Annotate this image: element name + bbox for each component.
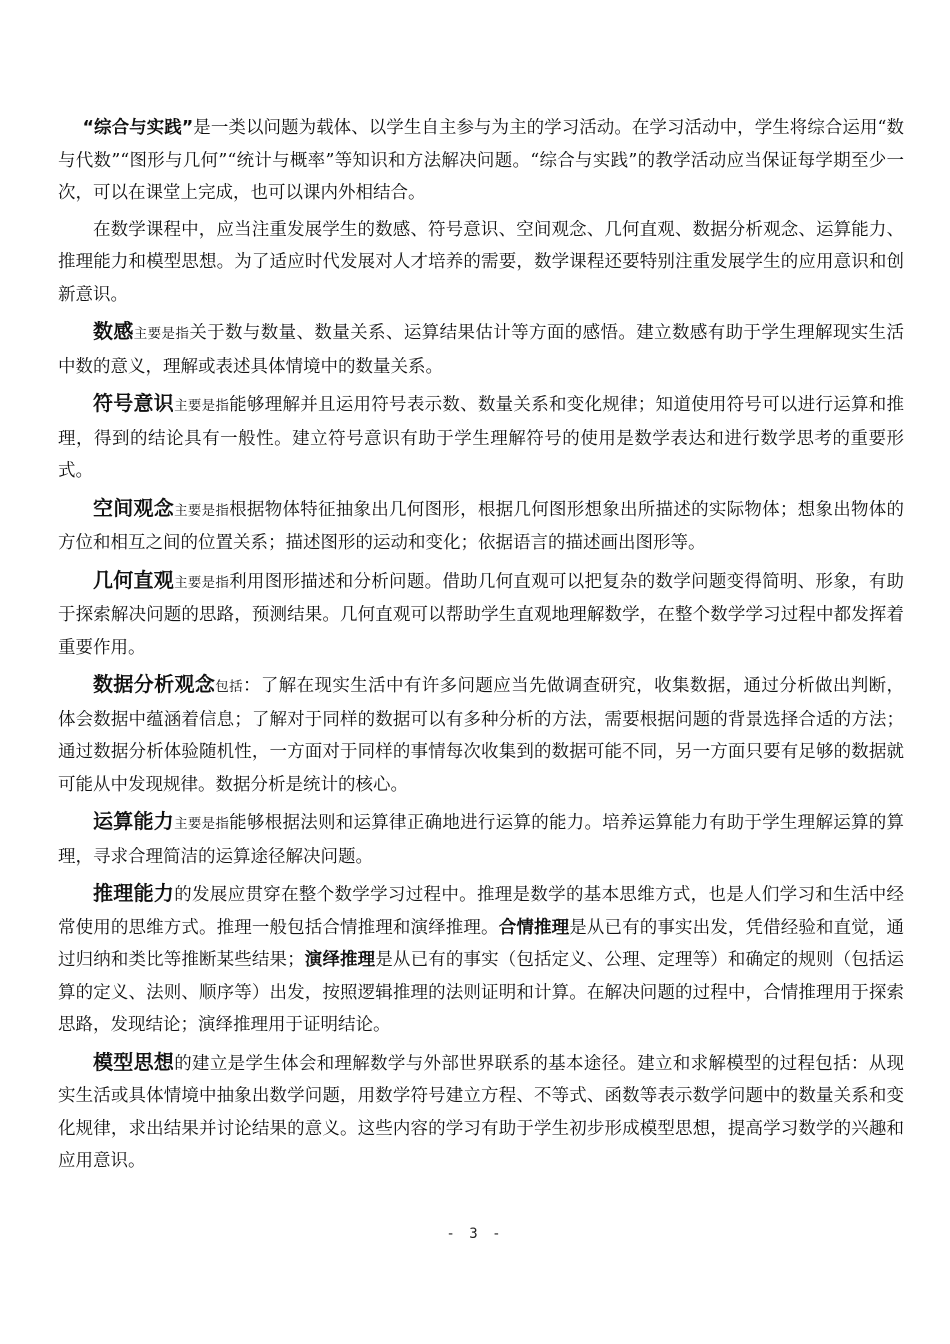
paragraph-text: 是从已有的事实（包括定义、公理、定理等）和确定的规则（包括运算的定义、法则、顺序等）出发，按照逻辑推理的法则证明和计算。在解决问题的过程中，合情推理用于探索思路，发现结论；演绎推理用于证明结论。 <box>58 950 905 1035</box>
keyword-suffix: 主要是指 <box>174 574 230 591</box>
paragraph-reasoning <box>58 877 904 1042</box>
paragraph-text: 利用图形描述和分析问题。借助几何直观可以把复杂的数学问题变得简明、形象，有助于探索解决问题的思路，预测结果。几何直观可以帮助学生直观地理解数学，在整个数学学习过程中都发挥着重要作用。 <box>58 571 905 658</box>
keyword: 推理能力 <box>93 881 175 905</box>
keyword: “综合与实践” <box>82 118 194 138</box>
keyword: 数感 <box>93 319 134 343</box>
keyword-suffix: 主要是指 <box>174 398 230 414</box>
keyword: 数据分析观念 <box>93 672 216 696</box>
paragraph-modeling <box>58 1046 904 1178</box>
keyword-suffix: 主要是指 <box>133 326 190 342</box>
paragraph-core-concepts <box>58 214 904 312</box>
keyword: 运算能力 <box>93 809 175 833</box>
keyword: 空间观念 <box>93 495 175 520</box>
keyword-plausible-reasoning: 合情推理 <box>498 917 570 938</box>
keyword-suffix: 包括 <box>215 679 243 695</box>
document-body <box>58 112 904 1178</box>
paragraph-text: 根据物体特征抽象出几何图形，根据几何图形想象出所描述的实际物体；想象出物体的方位和相互之间的位置关系；描述图形的运动和变化；依据语言的描述画出图形等。 <box>58 499 905 553</box>
paragraph-text: 是从已有的事实出发，凭借经验和直觉，通过归纳和类比等推断某些结果； <box>58 917 905 970</box>
paragraph-number-sense <box>58 315 904 383</box>
paragraph-text: ：了解在现实生活中有许多问题应当先做调查研究，收集数据，通过分析做出判断，体会数据中蕴涵着信息；了解对于同样的数据可以有多种分析的方法，需要根据问题的背景选择合适的方法；通过数据分析体验随机性，一方面对于同样的事情每次收集到的数据可能不同，另一方面只要有足够的数据就可能从中发现规律。数据分析是统计的核心。 <box>58 676 904 795</box>
paragraph-text: 是一类以问题为载体、以学生自主参与为主的学习活动。在学习活动中，学生将综合运用“数与代数”“图形与几何”“统计与概率”等知识和方法解决问题。“综合与实践”的教学活动应当保证每学期至少一次，可以在课堂上完成，也可以课内外相结合。 <box>58 118 904 203</box>
keyword-suffix: 主要是指 <box>174 502 230 519</box>
keyword-deductive-reasoning: 演绎推理 <box>304 950 376 970</box>
paragraph-text: 关于数与数量、数量关系、运算结果估计等方面的感悟。建立数感有助于学生理解现实生活中数的意义，理解或表述具体情境中的数量关系。 <box>58 323 905 377</box>
paragraph-text: 的发展应贯穿在整个数学学习过程中。推理是数学的基本思维方式，也是人们学习和生活中经常使用的思维方式。推理一般包括合情推理和演绎推理。 <box>58 885 905 938</box>
keyword: 几何直观 <box>93 567 175 592</box>
paragraph-computation <box>58 805 904 873</box>
paragraph-text: 能够理解并且运用符号表示数、数量关系和变化规律；知道使用符号可以进行运算和推理，得到的结论具有一般性。建立符号意识有助于学生理解符号的使用是数学表达和进行数学思考的重要形式。 <box>58 395 905 481</box>
keyword: 模型思想 <box>93 1049 175 1074</box>
paragraph-text: 的建立是学生体会和理解数学与外部世界联系的基本途径。建立和求解模型的过程包括：从现实生活或具体情境中抽象出数学问题，用数学符号建立方程、不等式、函数等表示数学问题中的数量关系和变化规律，求出结果并讨论结果的意义。这些内容的学习有助于学生初步形成模型思想，提高学习数学的兴趣和应用意识。 <box>58 1053 905 1171</box>
paragraph-symbol-sense <box>58 387 904 488</box>
paragraph-text: 在数学课程中，应当注重发展学生的数感、符号意识、空间观念、几何直观、数据分析观念、运算能力、推理能力和模型思想。为了适应时代发展对人才培养的需要，数学课程还要特别注重发展学生的应用意识和创新意识。 <box>58 219 904 305</box>
paragraph-text: 能够根据法则和运算律正确地进行运算的能力。培养运算能力有助于学生理解运算的算理，寻求合理简洁的运算途径解决问题。 <box>58 813 905 867</box>
paragraph-geometric-intuition <box>58 564 904 665</box>
page-number: - 3 - <box>446 1226 504 1242</box>
paragraph-spatial-concept <box>58 492 904 560</box>
keyword: 符号意识 <box>93 391 175 415</box>
paragraph-data-analysis <box>58 668 904 801</box>
keyword-suffix: 主要是指 <box>174 816 230 832</box>
paragraph-practice <box>58 112 904 210</box>
